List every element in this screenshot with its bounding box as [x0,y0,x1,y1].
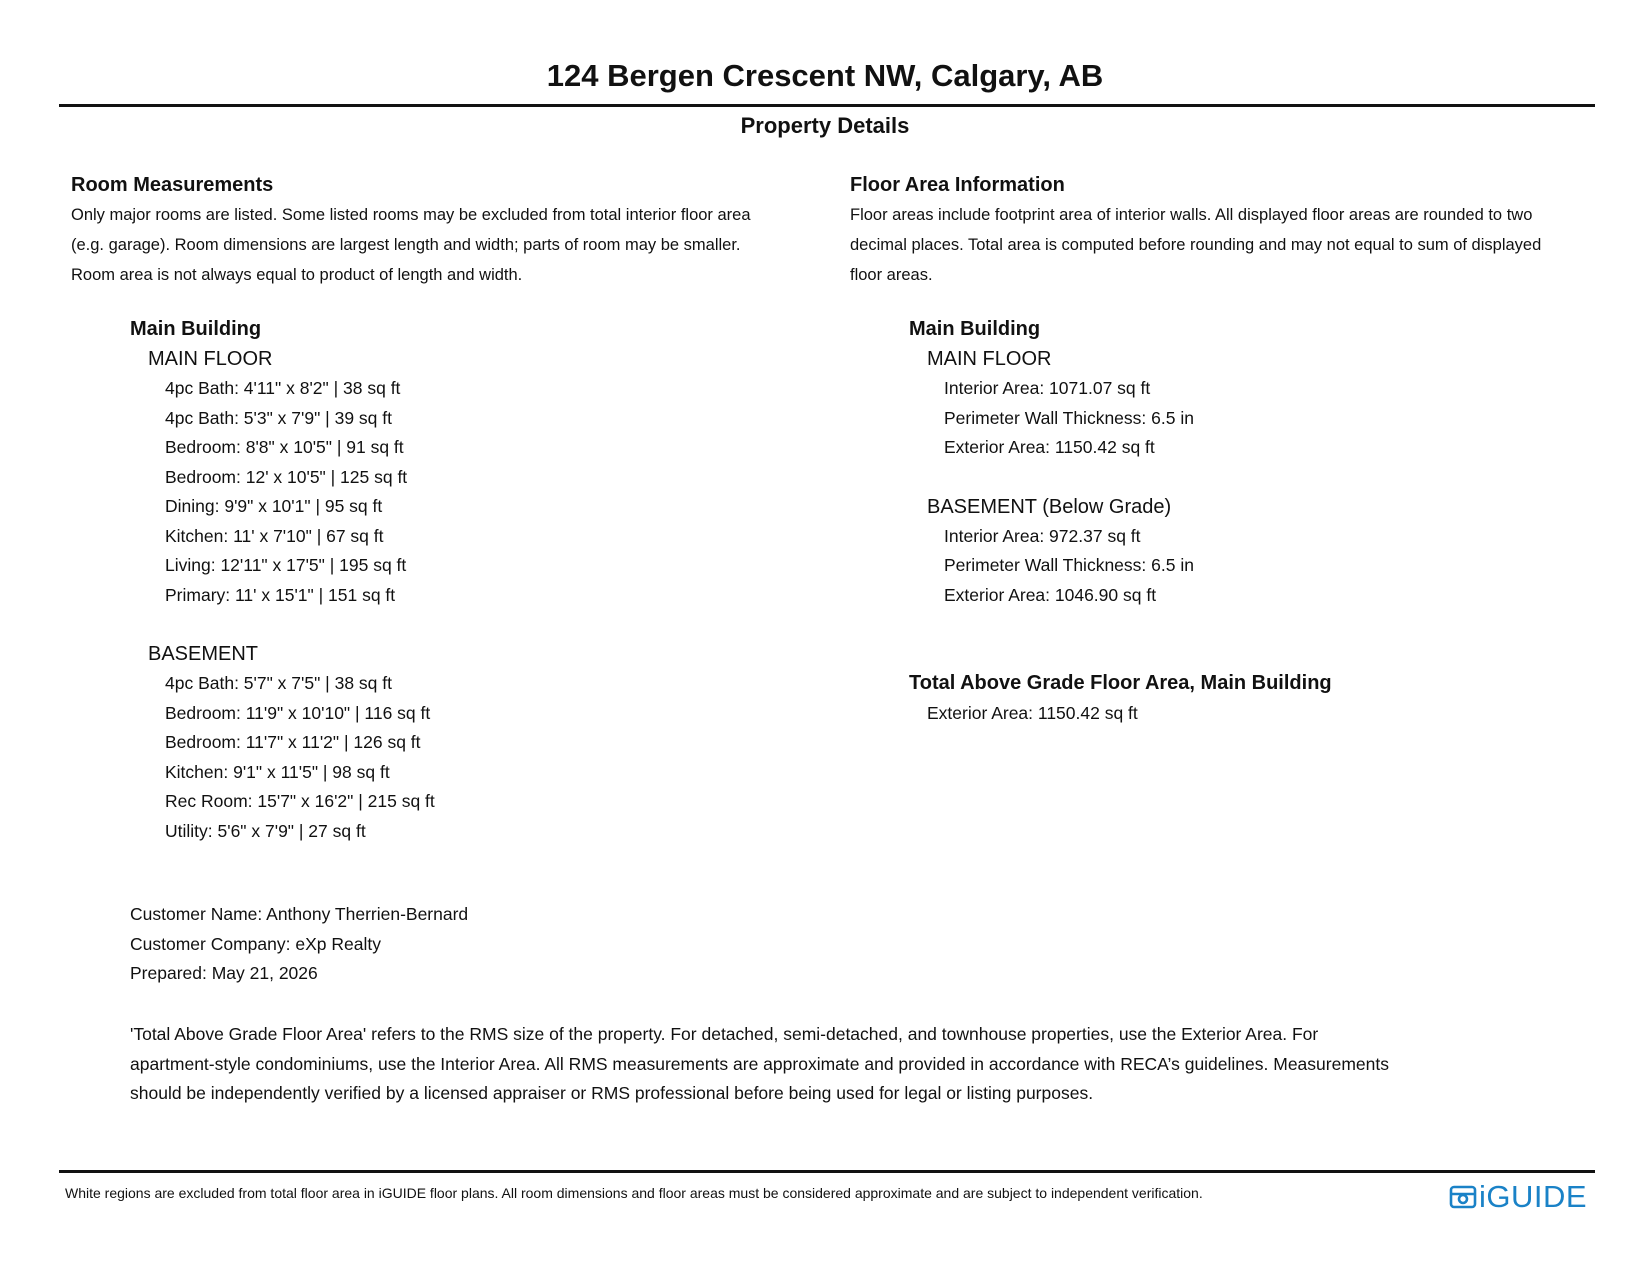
total-area-value: Exterior Area: 1150.42 sq ft [927,703,1138,723]
customer-name: Customer Name: Anthony Therrien-Bernard [130,904,469,924]
building-heading: Main Building [909,318,1041,340]
room-item: Bedroom: 11'9" x 10'10" | 116 sq ft [165,702,431,723]
room-item: 4pc Bath: 4'11" x 8'2" | 38 sq ft [165,378,401,398]
room-measurements-description [71,200,831,290]
description-line: Only major rooms are listed. Some listed rooms may be excluded from total interior floor area [71,206,751,224]
area-item: Perimeter Wall Thickness: 6.5 in [944,555,1194,575]
disclaimer-line: apartment-style condominiums, use the Interior Area. All RMS measurements are approximate and provided in accordance with RECA’s guidelines. Measurements [130,1053,1389,1074]
customer-company: Customer Company: eXp Realty [130,933,381,954]
room-item: Living: 12'11" x 17'5" | 195 sq ft [165,555,407,575]
description-line: Room area is not always equal to product of length and width. [71,266,523,284]
room-item: Bedroom: 8'8" x 10'5" | 91 sq ft [165,437,404,457]
description-line: (e.g. garage). Room dimensions are largest length and width; parts of room may be smaller. [71,236,741,254]
description-line: Floor areas include footprint area of interior walls. All displayed floor areas are rounded to two [850,206,1533,224]
floor-heading-basement: BASEMENT [148,643,259,665]
room-list [130,314,435,846]
room-item: 4pc Bath: 5'3" x 7'9" | 39 sq ft [165,407,392,428]
footer-note: White regions are excluded from total floor area in iGUIDE floor plans. All room dimensions and floor areas must be considered approximate and are subject to independent verification. [65,1185,1203,1201]
building-heading: Main Building [130,318,262,340]
room-item: Primary: 11' x 15'1" | 151 sq ft [165,584,396,605]
room-measurements-heading: Room Measurements [71,174,274,196]
rms-disclaimer [130,1020,1560,1109]
iguide-logo [1449,1180,1587,1214]
floor-area-description [850,200,1610,290]
description-line: floor areas. [850,266,933,284]
area-item: Perimeter Wall Thickness: 6.5 in [944,407,1194,428]
floor-heading-main: MAIN FLOOR [148,348,273,370]
room-item: Rec Room: 15'7" x 16'2" | 215 sq ft [165,791,435,811]
customer-info [130,900,468,989]
page-subtitle: Property Details [740,113,910,138]
room-item: 4pc Bath: 5'7" x 7'5" | 38 sq ft [165,673,392,693]
header-divider [59,104,1595,107]
disclaimer-line: 'Total Above Grade Floor Area' refers to the RMS size of the property. For detached, semi-detached, and townhouse properties, use the Exterior Area. For [130,1024,1319,1044]
room-item: Utility: 5'6" x 7'9" | 27 sq ft [165,820,366,841]
floor-area-heading: Floor Area Information [850,174,1065,196]
room-measurements-section [71,170,831,290]
area-item: Interior Area: 1071.07 sq ft [944,378,1151,398]
room-item: Bedroom: 11'7" x 11'2" | 126 sq ft [165,732,421,752]
floor-heading-main: MAIN FLOOR [927,348,1052,370]
room-item: Kitchen: 9'1" x 11'5" | 98 sq ft [165,761,390,782]
camera-icon [1449,1183,1477,1211]
floor-area-section [850,170,1610,290]
area-item: Exterior Area: 1046.90 sq ft [944,584,1157,605]
room-item: Bedroom: 12' x 10'5" | 125 sq ft [165,466,408,487]
total-area-heading: Total Above Grade Floor Area, Main Building [909,672,1332,694]
area-item: Exterior Area: 1150.42 sq ft [944,437,1155,457]
prepared-date: Prepared: May 21, 2026 [130,963,318,983]
floor-heading-basement: BASEMENT (Below Grade) [927,495,1172,518]
logo-text: iGUIDE [1479,1179,1588,1214]
disclaimer-line: should be independently verified by a licensed appraiser or RMS professional before being used for legal or listing purposes. [130,1083,1094,1103]
area-item: Interior Area: 972.37 sq ft [944,525,1141,546]
footer-divider [59,1170,1595,1173]
room-item: Dining: 9'9" x 10'1" | 95 sq ft [165,496,383,516]
page-title: 124 Bergen Crescent NW, Calgary, AB [546,58,1104,93]
room-item: Kitchen: 11' x 7'10" | 67 sq ft [165,525,384,546]
description-line: decimal places. Total area is computed before rounding and may not equal to sum of displayed [850,236,1542,254]
floor-area-list [909,314,1332,728]
